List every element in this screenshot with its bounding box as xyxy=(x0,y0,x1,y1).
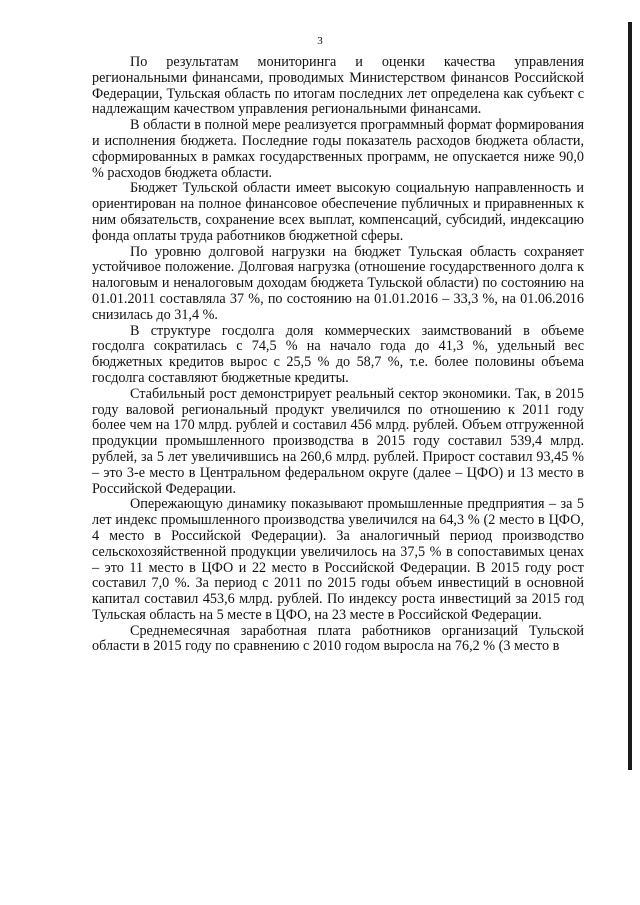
paragraph-real-sector: Стабильный рост демонстрирует реальный сектор экономики. Так, в 2015 году валовой региональный продукт увеличился по отношению к 2011 году более чем на 170 млрд. рублей и составил 456 млрд. рублей. Объем отгруженной продукции промышленного производства в 2015 году составил 539,4 млрд. рублей, за 5 лет увеличившись на 260,6 млрд. рублей. Прирост составил 93,45 % – это 3-е место в Центральном федеральном округе (далее – ЦФО) и 13 место в Российской Федерации. xyxy=(92,385,584,497)
paragraph-debt-structure: В структуре госдолга доля коммерческих заимствований в объеме госдолга сократилась с 74,5 % на начало года до 41,3 %, удельный вес бюджетных кредитов вырос с 25,5 % до 58,7 %, т.е. более половины объема госдолга составляют бюджетные кредиты. xyxy=(92,322,584,386)
paragraph-industry-dynamics: Опережающую динамику показывают промышленные предприятия – за 5 лет индекс промышленного производства увеличился на 64,3 % (2 место в ЦФО, 4 место в Российской Федерации). За аналогичный период производство сельскохозяйственной продукции увеличилось на 37,5 % в сопоставимых ценах – это 11 место в ЦФО и 22 место в Российской Федерации. В 2015 году рост составил 7,0 %. За период с 2011 по 2015 годы объем инвестиций в основной капитал составил 453,6 млрд. рублей. По индексу роста инвестиций за 2015 год Тульская область на 5 месте в ЦФО, на 23 месте в Российской Федерации. xyxy=(92,496,584,623)
document-body xyxy=(92,55,584,655)
paragraph-program-format: В области в полной мере реализуется программный формат формирования и исполнения бюджета. Последние годы показатель расходов бюджета области, сформированных в рамках государственных программ, не опускается ниже 90,0 % расходов бюджета области. xyxy=(92,117,584,181)
paragraph-average-salary: Среднемесячная заработная плата работников организаций Тульской области в 2015 году по сравнению с 2010 годом выросла на 76,2 % (3 место в xyxy=(92,622,584,655)
paragraph-budget-quality: По результатам мониторинга и оценки качества управления региональными финансами, проводимых Министерством финансов Российской Федерации, Тульская область по итогам последних лет определена как субъект с надлежащим качеством управления региональными финансами. xyxy=(92,54,584,118)
paragraph-debt-load: По уровню долговой нагрузки на бюджет Тульская область сохраняет устойчивое положение. Долговая нагрузка (отношение государственного долга к налоговым и неналоговым доходам бюджета Тульской области) по состоянию на 01.01.2011 составляла 37 %, по состоянию на 01.01.2016 – 33,3 %, на 01.06.2016 снизилась до 31,4 %. xyxy=(92,243,584,323)
paragraph-social-focus: Бюджет Тульской области имеет высокую социальную направленность и ориентирован на полное финансовое обеспечение публичных и приравненных к ним обязательств, сохранение всех выплат, компенсаций, субсидий, индексацию фонда оплаты труда работников бюджетной сферы. xyxy=(92,180,584,244)
page-number: 3 xyxy=(317,35,323,47)
scan-edge-bar xyxy=(628,22,632,770)
